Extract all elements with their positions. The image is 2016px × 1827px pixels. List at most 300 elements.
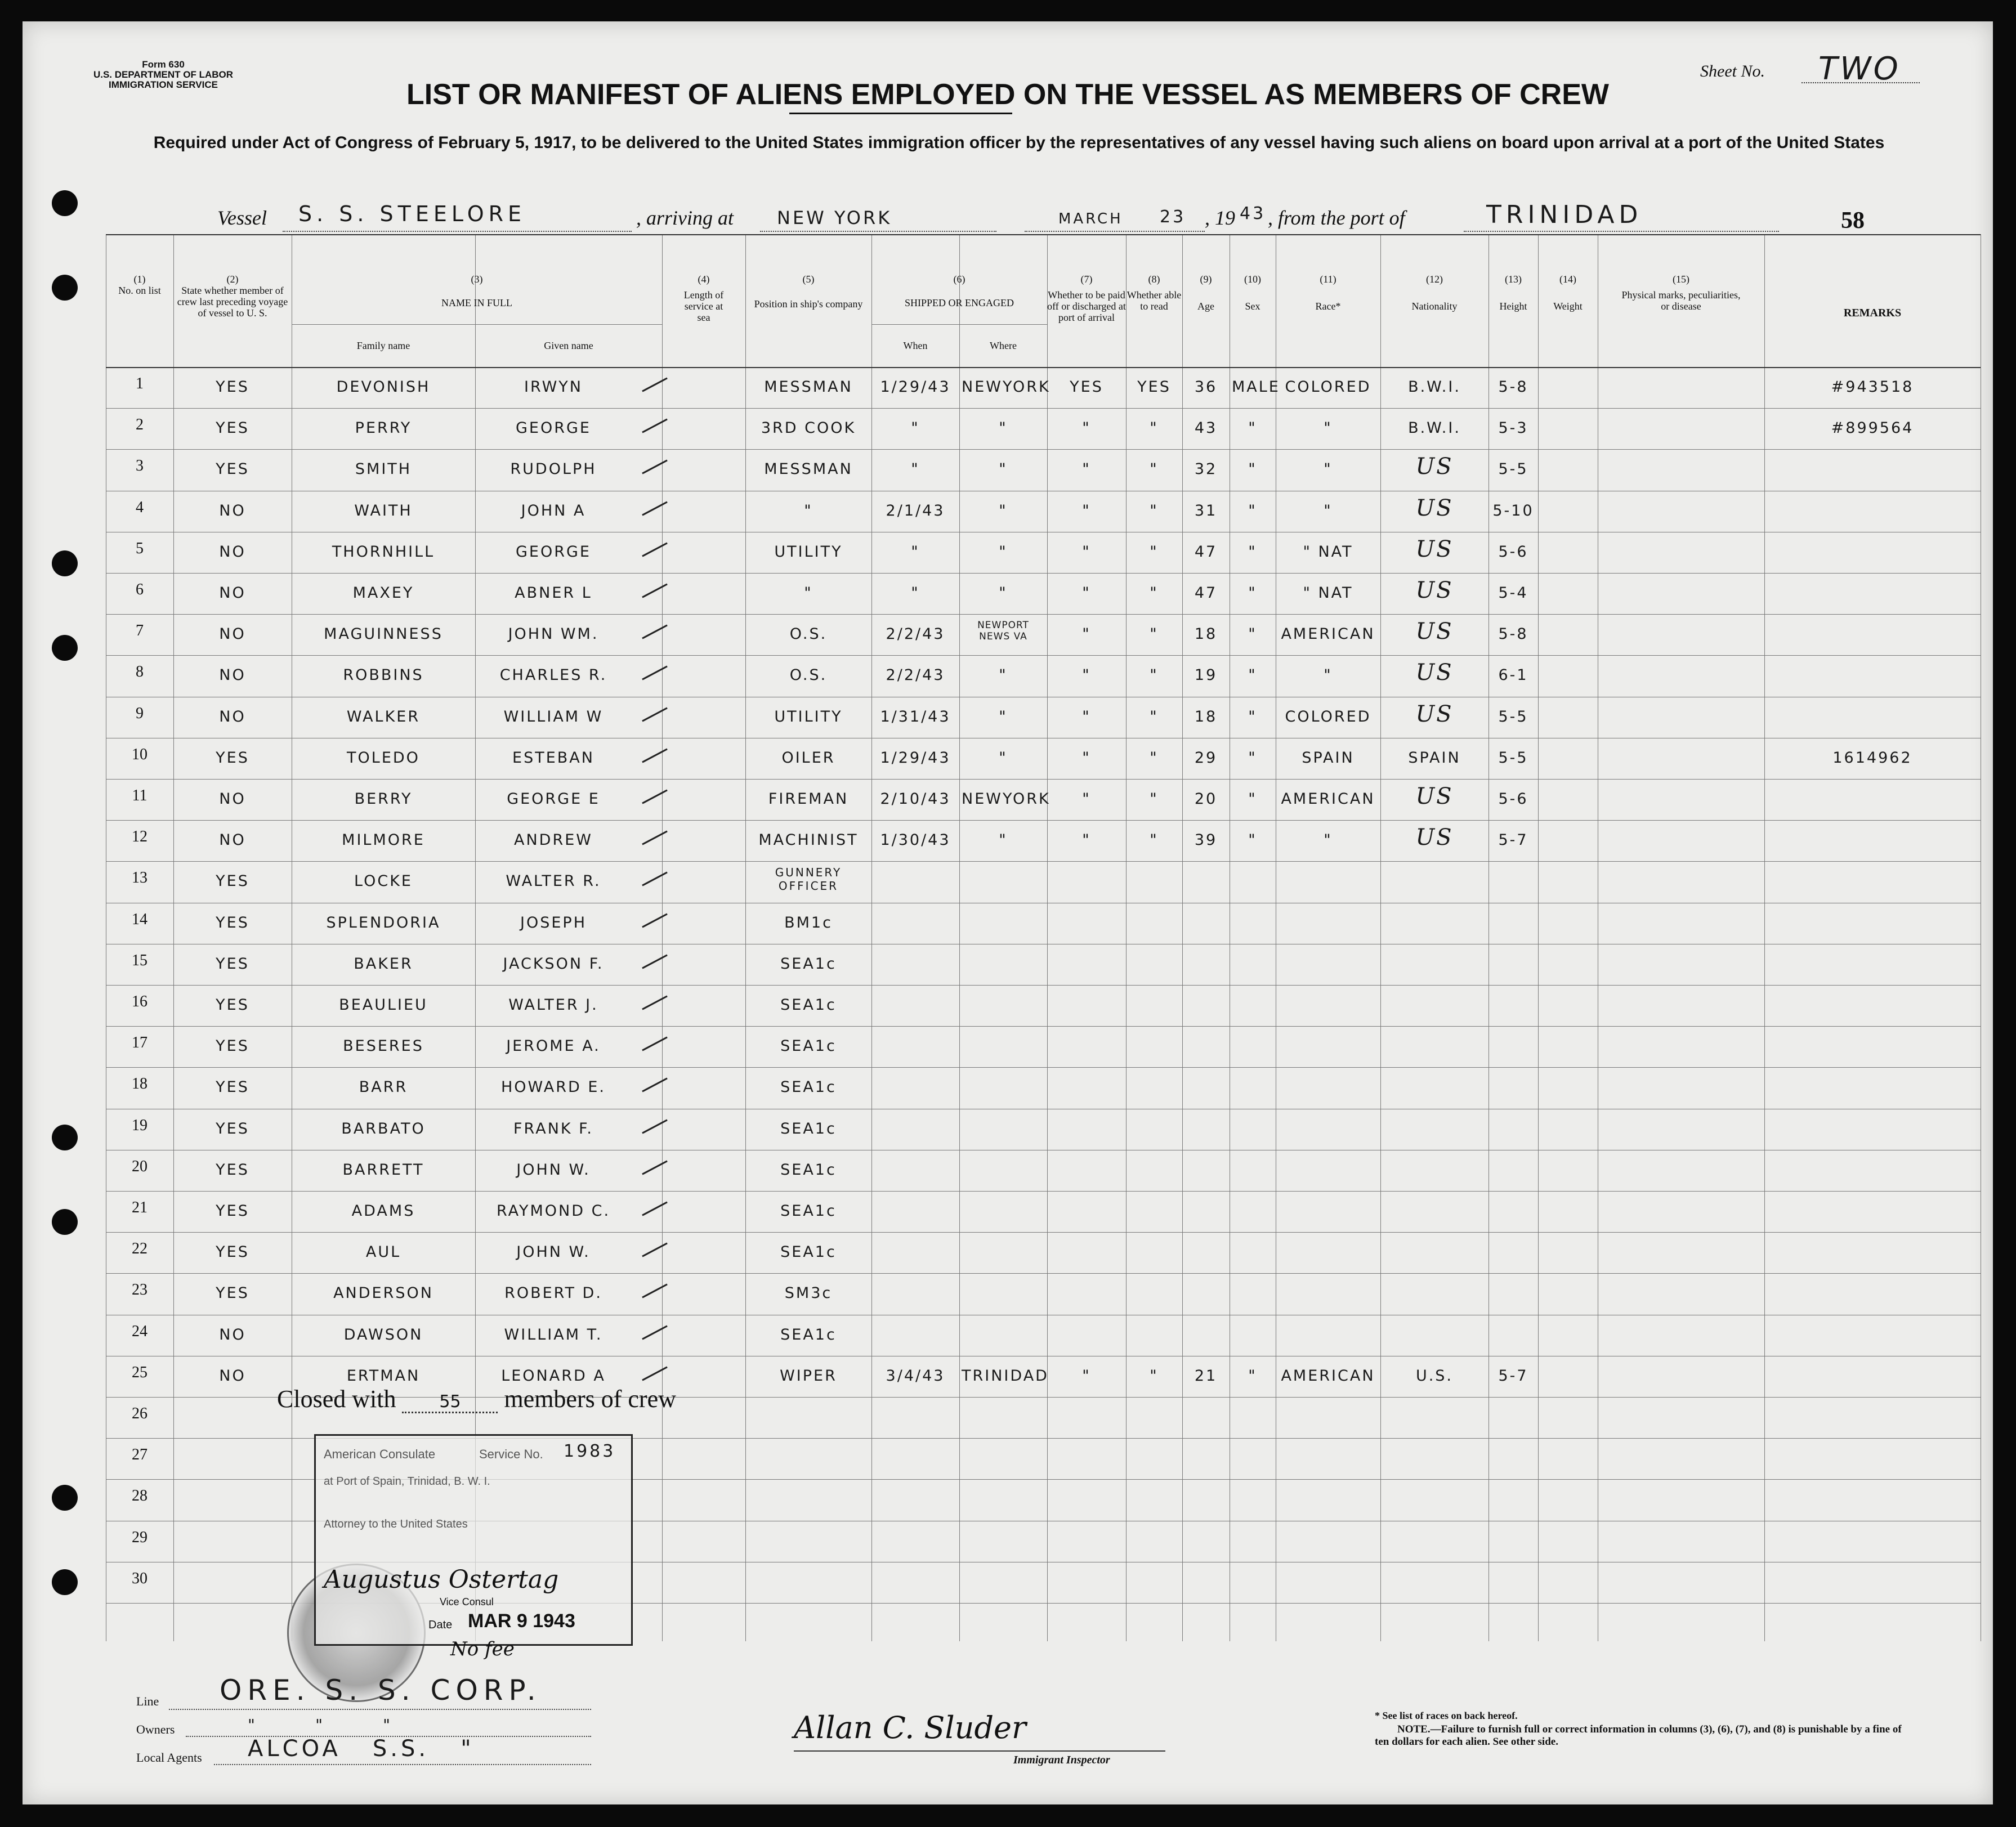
given-name-cell: ROBERT D. bbox=[504, 1284, 602, 1302]
consulate-stamp bbox=[314, 1434, 633, 1646]
sex-cell: " bbox=[1248, 460, 1257, 478]
able-to-read-cell: " bbox=[1150, 543, 1159, 561]
nationality-cell: US bbox=[1415, 495, 1454, 521]
arrival-day: 23 bbox=[1160, 207, 1186, 227]
row-number: 23 bbox=[132, 1281, 147, 1299]
position-cell: UTILITY bbox=[774, 707, 843, 726]
row-number: 12 bbox=[132, 828, 147, 846]
previous-voyage-cell: YES bbox=[216, 1161, 249, 1179]
previous-voyage-cell: YES bbox=[216, 419, 249, 437]
family-name-cell: ANDERSON bbox=[333, 1284, 433, 1302]
col-nationality-header: (12) Nationality bbox=[1411, 274, 1458, 312]
local-agents-value: ALCOA S.S. " bbox=[248, 1736, 475, 1762]
owners-value: " " " bbox=[248, 1716, 393, 1734]
table-row bbox=[106, 491, 1981, 532]
check-mark bbox=[642, 1201, 668, 1216]
race-cell: SPAIN bbox=[1302, 749, 1355, 767]
height-cell: 5-7 bbox=[1498, 831, 1528, 849]
inspector-signature: Allan C. Sluder bbox=[794, 1710, 1026, 1745]
check-mark bbox=[642, 583, 668, 598]
previous-voyage-cell: YES bbox=[216, 1078, 249, 1096]
family-name-cell: WAITH bbox=[354, 501, 413, 520]
row-number: 13 bbox=[132, 869, 147, 887]
nationality-cell: US bbox=[1415, 660, 1454, 686]
row-number: 6 bbox=[136, 581, 144, 598]
given-name-cell: ANDREW bbox=[514, 831, 593, 849]
nationality-cell: B.W.I. bbox=[1408, 419, 1461, 437]
able-to-read-cell: YES bbox=[1137, 378, 1171, 396]
position-cell: O.S. bbox=[789, 666, 828, 684]
stamp-service-number: 1983 bbox=[564, 1441, 616, 1461]
shipped-where-cell: " bbox=[999, 831, 1008, 849]
position-cell: SEA1c bbox=[780, 996, 837, 1014]
sex-cell: " bbox=[1248, 543, 1257, 561]
check-mark bbox=[642, 666, 668, 680]
able-to-read-cell: " bbox=[1150, 584, 1159, 602]
col-service-length-header: (4) Length of service at sea bbox=[683, 274, 724, 323]
from-port-label: , from the port of bbox=[1268, 207, 1405, 229]
col-remarks-header: REMARKS bbox=[1843, 307, 1902, 319]
position-cell: WIPER bbox=[780, 1367, 837, 1385]
col-given-name-header: Given name bbox=[544, 340, 593, 351]
sex-cell: " bbox=[1248, 419, 1257, 437]
department-name: U.S. DEPARTMENT OF LABOR bbox=[93, 69, 234, 80]
age-cell: 47 bbox=[1194, 543, 1218, 561]
height-cell: 5-8 bbox=[1498, 378, 1528, 396]
position-cell: SEA1c bbox=[780, 1202, 837, 1220]
family-name-cell: AUL bbox=[365, 1243, 401, 1261]
previous-voyage-cell: YES bbox=[216, 749, 249, 767]
table-row bbox=[106, 1191, 1981, 1232]
closed-count: 55 bbox=[402, 1392, 498, 1413]
position-cell: MESSMAN bbox=[764, 378, 853, 396]
stamp-place: at Port of Spain, Trinidad, B. W. I. bbox=[324, 1475, 490, 1488]
able-to-read-cell: " bbox=[1150, 625, 1159, 643]
family-name-cell: SMITH bbox=[355, 460, 412, 478]
shipped-when-cell: 2/10/43 bbox=[880, 790, 951, 808]
table-row bbox=[106, 573, 1981, 614]
paid-off-cell: " bbox=[1082, 543, 1091, 561]
row-number: 30 bbox=[132, 1569, 147, 1587]
given-name-cell: RAYMOND C. bbox=[496, 1202, 611, 1220]
previous-voyage-cell: YES bbox=[216, 460, 249, 478]
col-paid-off-header: (7) Whether to be paid off or discharged at port of arrival bbox=[1047, 274, 1126, 323]
inspector-title: Immigrant Inspector bbox=[1013, 1754, 1110, 1766]
col-shipped-when-header: When bbox=[903, 340, 928, 351]
punch-hole bbox=[52, 275, 78, 301]
previous-voyage-cell: YES bbox=[216, 1202, 249, 1220]
position-cell: SEA1c bbox=[780, 1120, 837, 1138]
sheet-number-label: Sheet No. bbox=[1700, 62, 1765, 80]
shipped-when-cell: 3/4/43 bbox=[886, 1367, 945, 1385]
shipped-where-cell: NEWYORK bbox=[962, 790, 1051, 808]
col-no-header: (1) No. on list bbox=[118, 274, 161, 296]
age-cell: 43 bbox=[1194, 419, 1218, 437]
height-cell: 5-6 bbox=[1498, 790, 1528, 808]
height-cell: 5-5 bbox=[1498, 460, 1528, 478]
row-number: 15 bbox=[132, 951, 147, 969]
family-name-cell: ERTMAN bbox=[346, 1367, 421, 1385]
previous-voyage-cell: NO bbox=[219, 584, 246, 602]
form-number: Form 630 bbox=[142, 59, 185, 70]
sex-cell: " bbox=[1248, 707, 1257, 726]
family-name-cell: PERRY bbox=[355, 419, 412, 437]
position-cell: SEA1c bbox=[780, 1037, 837, 1055]
family-name-cell: THORNHILL bbox=[332, 543, 435, 561]
shipped-when-cell: 2/1/43 bbox=[886, 501, 945, 520]
previous-voyage-cell: YES bbox=[216, 378, 249, 396]
table-row bbox=[106, 1273, 1981, 1314]
able-to-read-cell: " bbox=[1150, 419, 1159, 437]
family-name-cell: DEVONISH bbox=[336, 378, 431, 396]
check-mark bbox=[642, 419, 668, 433]
table-row bbox=[106, 1109, 1981, 1150]
family-name-cell: MILMORE bbox=[342, 831, 425, 849]
col-weight-header: (14) Weight bbox=[1553, 274, 1583, 312]
age-cell: 20 bbox=[1194, 790, 1218, 808]
shipped-where-cell: " bbox=[999, 666, 1008, 684]
arrival-month: MARCH bbox=[1058, 211, 1123, 227]
page-title: LIST OR MANIFEST OF ALIENS EMPLOYED ON THE VESSEL AS MEMBERS OF CREW bbox=[406, 78, 1609, 111]
from-port: TRINIDAD bbox=[1486, 200, 1643, 229]
given-name-cell: GEORGE E bbox=[507, 790, 600, 808]
sex-cell: " bbox=[1248, 831, 1257, 849]
age-cell: 36 bbox=[1194, 378, 1218, 396]
local-agents-underline bbox=[214, 1764, 591, 1765]
col-height-header: (13) Height bbox=[1499, 274, 1527, 312]
punch-hole bbox=[52, 1485, 78, 1511]
race-cell: AMERICAN bbox=[1281, 1367, 1375, 1385]
row-number: 2 bbox=[136, 416, 144, 434]
sex-cell: " bbox=[1248, 1367, 1257, 1385]
remarks-cell: 1614962 bbox=[1832, 749, 1912, 767]
height-cell: 5-6 bbox=[1498, 543, 1528, 561]
previous-voyage-cell: YES bbox=[216, 996, 249, 1014]
stamp-fee: No fee bbox=[450, 1638, 515, 1660]
height-cell: 5-10 bbox=[1492, 501, 1534, 520]
closed-suffix: members of crew bbox=[504, 1385, 676, 1413]
row-number: 26 bbox=[132, 1405, 147, 1422]
check-mark bbox=[642, 995, 668, 1010]
previous-voyage-cell: NO bbox=[219, 707, 246, 726]
previous-voyage-cell: NO bbox=[219, 790, 246, 808]
race-cell: " bbox=[1324, 419, 1333, 437]
year-prefix: , 19 bbox=[1205, 207, 1235, 229]
owners-label: Owners bbox=[136, 1722, 175, 1736]
check-mark bbox=[642, 789, 668, 804]
position-cell: BM1c bbox=[784, 914, 833, 932]
given-name-cell: WALTER R. bbox=[506, 872, 601, 890]
nationality-cell: US bbox=[1415, 577, 1454, 603]
check-mark bbox=[642, 831, 668, 845]
family-name-cell: MAGUINNESS bbox=[324, 625, 443, 643]
previous-voyage-cell: YES bbox=[216, 1243, 249, 1261]
family-name-cell: BAKER bbox=[354, 955, 413, 973]
shipped-where-cell: " bbox=[999, 543, 1008, 561]
family-name-cell: SPLENDORIA bbox=[326, 914, 441, 932]
position-cell: SM3c bbox=[784, 1284, 833, 1302]
height-cell: 5-7 bbox=[1498, 1367, 1528, 1385]
nationality-cell: US bbox=[1415, 783, 1454, 809]
nationality-cell: US bbox=[1415, 454, 1454, 480]
previous-voyage-cell: YES bbox=[216, 955, 249, 973]
given-name-cell: JOSEPH bbox=[520, 914, 587, 932]
age-cell: 18 bbox=[1194, 707, 1218, 726]
row-number: 19 bbox=[132, 1116, 147, 1134]
given-name-cell: ABNER L bbox=[515, 584, 592, 602]
given-name-cell: JOHN W. bbox=[516, 1161, 591, 1179]
height-cell: 6-1 bbox=[1498, 666, 1528, 684]
row-number: 8 bbox=[136, 663, 144, 681]
row-number: 11 bbox=[132, 787, 147, 804]
family-name-cell: DAWSON bbox=[343, 1326, 423, 1344]
able-to-read-cell: " bbox=[1150, 831, 1159, 849]
given-name-cell: JOHN A bbox=[521, 501, 586, 520]
col-sex-header: (10) Sex bbox=[1244, 274, 1261, 312]
table-row bbox=[106, 532, 1981, 573]
col-previous-voyage-header: (2) State whether member of crew last preceding voyage of vessel to U. S. bbox=[177, 274, 288, 319]
shipped-where-cell: NEWYORK bbox=[962, 378, 1051, 396]
shipped-where-cell: TRINIDAD bbox=[962, 1367, 1049, 1385]
col-age-header: (9) Age bbox=[1197, 274, 1214, 312]
page-subtitle: Required under Act of Congress of February 5, 1917, to be delivered to the United States immigration officer by the representatives of any vessel having such aliens on board upon arrival at a port of the United States bbox=[153, 133, 1885, 152]
race-cell: " NAT bbox=[1303, 543, 1353, 561]
sex-cell: " bbox=[1248, 584, 1257, 602]
family-name-cell: BEAULIEU bbox=[339, 996, 428, 1014]
race-cell: " bbox=[1324, 666, 1333, 684]
vessel-label: Vessel bbox=[217, 207, 267, 229]
punch-hole bbox=[52, 550, 78, 576]
position-cell: O.S. bbox=[789, 625, 828, 643]
col-shipped-header: (6) SHIPPED OR ENGAGED bbox=[904, 274, 1014, 308]
previous-voyage-cell: NO bbox=[219, 501, 246, 520]
position-cell: SEA1c bbox=[780, 1161, 837, 1179]
check-mark bbox=[642, 1078, 668, 1092]
table-row bbox=[106, 1026, 1981, 1067]
arriving-label: , arriving at bbox=[636, 207, 734, 229]
row-number: 29 bbox=[132, 1528, 147, 1546]
shipped-when-cell: " bbox=[911, 419, 920, 437]
given-name-cell: CHARLES R. bbox=[499, 666, 607, 684]
punch-hole bbox=[52, 1125, 78, 1150]
given-name-cell: WALTER J. bbox=[508, 996, 598, 1014]
sex-cell: " bbox=[1248, 749, 1257, 767]
nationality-cell: U.S. bbox=[1415, 1367, 1454, 1385]
line-underline bbox=[169, 1709, 591, 1710]
previous-voyage-cell: NO bbox=[219, 831, 246, 849]
check-mark bbox=[642, 954, 668, 969]
given-name-cell: GEORGE bbox=[516, 543, 591, 561]
able-to-read-cell: " bbox=[1150, 707, 1159, 726]
table-row bbox=[106, 903, 1981, 944]
stamp-signature: Augustus Ostertag bbox=[324, 1565, 559, 1594]
vessel-name: S. S. STEELORE bbox=[298, 201, 526, 226]
previous-voyage-cell: NO bbox=[219, 1367, 246, 1385]
table-row bbox=[106, 738, 1981, 779]
row-number: 25 bbox=[132, 1363, 147, 1381]
sex-cell: " bbox=[1248, 666, 1257, 684]
paid-off-cell: " bbox=[1082, 749, 1091, 767]
given-name-cell: JACKSON F. bbox=[503, 955, 604, 973]
position-cell: UTILITY bbox=[774, 543, 843, 561]
age-cell: 29 bbox=[1194, 749, 1218, 767]
given-name-cell: JOHN WM. bbox=[508, 625, 599, 643]
family-name-cell: ROBBINS bbox=[343, 666, 424, 684]
punch-hole bbox=[52, 190, 78, 216]
arriving-port: NEW YORK bbox=[777, 207, 892, 229]
position-cell: MACHINIST bbox=[758, 831, 859, 849]
able-to-read-cell: " bbox=[1150, 790, 1159, 808]
paid-off-cell: " bbox=[1082, 419, 1091, 437]
row-number: 17 bbox=[132, 1034, 147, 1052]
check-mark bbox=[642, 1119, 668, 1134]
position-cell: SEA1c bbox=[780, 955, 837, 973]
age-cell: 18 bbox=[1194, 625, 1218, 643]
age-cell: 39 bbox=[1194, 831, 1218, 849]
previous-voyage-cell: YES bbox=[216, 914, 249, 932]
manifest-sheet bbox=[23, 21, 1993, 1804]
col-position-header: (5) Position in ship's company bbox=[754, 274, 863, 310]
row-number: 1 bbox=[136, 375, 144, 392]
nationality-cell: B.W.I. bbox=[1408, 378, 1461, 396]
row-number: 18 bbox=[132, 1075, 147, 1093]
shipped-when-cell: 1/31/43 bbox=[880, 707, 951, 726]
given-name-cell: ESTEBAN bbox=[512, 749, 594, 767]
position-cell: " bbox=[804, 501, 813, 520]
able-to-read-cell: " bbox=[1150, 501, 1159, 520]
shipped-where-cell: " bbox=[999, 584, 1008, 602]
age-cell: 31 bbox=[1194, 501, 1218, 520]
table-row bbox=[106, 614, 1981, 655]
nationality-cell: US bbox=[1415, 619, 1454, 645]
check-mark bbox=[642, 1037, 668, 1051]
height-cell: 5-3 bbox=[1498, 419, 1528, 437]
race-cell: COLORED bbox=[1285, 378, 1371, 396]
row-number: 16 bbox=[132, 993, 147, 1010]
able-to-read-cell: " bbox=[1150, 1367, 1159, 1385]
sex-cell: " bbox=[1248, 501, 1257, 520]
punch-hole bbox=[52, 1209, 78, 1235]
table-row bbox=[106, 408, 1981, 449]
given-name-cell: WILLIAM T. bbox=[504, 1326, 603, 1344]
check-mark bbox=[642, 1160, 668, 1175]
given-name-cell: GEORGE bbox=[516, 419, 591, 437]
local-agents-label: Local Agents bbox=[136, 1750, 202, 1765]
previous-voyage-cell: NO bbox=[219, 543, 246, 561]
nationality-cell: US bbox=[1415, 701, 1454, 727]
closed-with-line bbox=[277, 1385, 676, 1413]
table-row bbox=[106, 1315, 1981, 1356]
age-cell: 32 bbox=[1194, 460, 1218, 478]
nationality-cell: US bbox=[1415, 825, 1454, 851]
from-port-line bbox=[1464, 231, 1779, 232]
able-to-read-cell: " bbox=[1150, 666, 1159, 684]
shipped-where-cell: " bbox=[999, 419, 1008, 437]
race-cell: " bbox=[1324, 501, 1333, 520]
able-to-read-cell: " bbox=[1150, 749, 1159, 767]
table-row bbox=[106, 779, 1981, 820]
table-row bbox=[106, 367, 1981, 408]
check-mark bbox=[642, 913, 668, 928]
row-number: 14 bbox=[132, 910, 147, 928]
given-name-cell: HOWARD E. bbox=[500, 1078, 606, 1096]
row-number: 7 bbox=[136, 622, 144, 640]
family-name-cell: ADAMS bbox=[351, 1202, 415, 1220]
race-cell: AMERICAN bbox=[1281, 790, 1375, 808]
table-row bbox=[106, 944, 1981, 985]
race-cell: " NAT bbox=[1303, 584, 1353, 602]
paid-off-cell: " bbox=[1082, 707, 1091, 726]
family-name-cell: BARR bbox=[359, 1078, 408, 1096]
row-number: 28 bbox=[132, 1487, 147, 1505]
check-mark bbox=[642, 1366, 668, 1381]
closed-prefix: Closed with bbox=[277, 1385, 396, 1413]
paid-off-cell: " bbox=[1082, 831, 1091, 849]
sex-cell: " bbox=[1248, 625, 1257, 643]
punch-hole bbox=[52, 1569, 78, 1595]
paid-off-cell: " bbox=[1082, 1367, 1091, 1385]
stamp-date-label: Date bbox=[428, 1619, 453, 1631]
previous-voyage-cell: YES bbox=[216, 1120, 249, 1138]
shipped-when-cell: 2/2/43 bbox=[886, 625, 945, 643]
paid-off-cell: YES bbox=[1070, 378, 1103, 396]
position-cell: SEA1c bbox=[780, 1243, 837, 1261]
age-cell: 19 bbox=[1194, 666, 1218, 684]
shipped-where-cell: " bbox=[999, 749, 1008, 767]
check-mark bbox=[642, 1243, 668, 1257]
table-row bbox=[106, 655, 1981, 696]
row-number: 4 bbox=[136, 498, 144, 516]
position-cell: " bbox=[804, 584, 813, 602]
family-name-cell: LOCKE bbox=[354, 872, 413, 890]
paid-off-cell: " bbox=[1082, 790, 1091, 808]
shipped-where-cell: " bbox=[999, 460, 1008, 478]
previous-voyage-cell: YES bbox=[216, 1037, 249, 1055]
check-mark bbox=[642, 460, 668, 474]
row-number: 3 bbox=[136, 457, 144, 475]
paid-off-cell: " bbox=[1082, 625, 1091, 643]
col-shipped-where-header: Where bbox=[990, 340, 1017, 351]
race-cell: COLORED bbox=[1285, 707, 1371, 726]
row-number: 10 bbox=[132, 745, 147, 763]
shipped-where-cell: " bbox=[999, 501, 1008, 520]
crew-table bbox=[106, 234, 1981, 1641]
col-physical-marks-header: (15) Physical marks, peculiarities, or disease bbox=[1621, 274, 1741, 312]
row-number: 24 bbox=[132, 1322, 147, 1340]
stamp-vice-consul: Vice Consul bbox=[440, 1596, 494, 1607]
check-mark bbox=[642, 707, 668, 722]
nationality-cell: SPAIN bbox=[1408, 749, 1461, 767]
nationality-cell: US bbox=[1415, 536, 1454, 562]
position-cell: MESSMAN bbox=[764, 460, 853, 478]
given-name-cell: JEROME A. bbox=[506, 1037, 601, 1055]
given-name-cell: WILLIAM W bbox=[503, 707, 604, 726]
height-cell: 5-4 bbox=[1498, 584, 1528, 602]
check-mark bbox=[642, 748, 668, 763]
sheet-number-value: TWO bbox=[1818, 51, 1901, 87]
table-row bbox=[106, 697, 1981, 738]
height-cell: 5-5 bbox=[1498, 707, 1528, 726]
shipped-when-cell: 1/29/43 bbox=[880, 378, 951, 396]
position-cell: OILER bbox=[781, 749, 835, 767]
age-cell: 21 bbox=[1194, 1367, 1218, 1385]
row-number: 27 bbox=[132, 1446, 147, 1464]
fine-note: NOTE.—Failure to furnish full or correct information in columns (3), (6), (7), and (8) is punishable by a fine of ten dollars for each alien. See other side. bbox=[1375, 1723, 1902, 1748]
given-name-cell: LEONARD A bbox=[501, 1367, 606, 1385]
remarks-cell: #899564 bbox=[1831, 419, 1914, 437]
table-row bbox=[106, 820, 1981, 861]
family-name-cell: BESERES bbox=[343, 1037, 424, 1055]
